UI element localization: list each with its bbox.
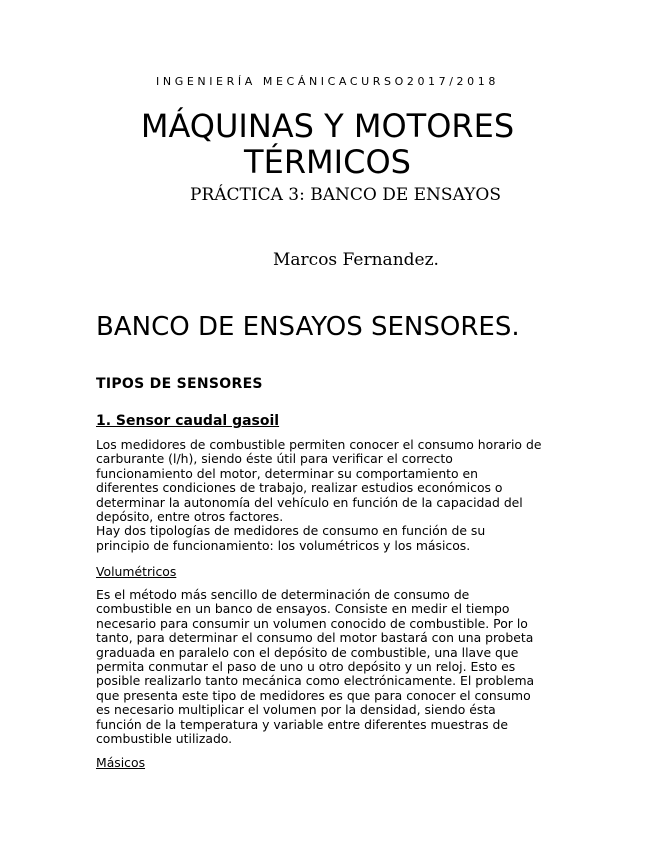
paragraph-line: depósito, entre otros factores. xyxy=(96,509,284,525)
paragraph-line: combustible utilizado. xyxy=(96,731,233,747)
paragraph-line: que presenta este tipo de medidores es que para conocer el consumo xyxy=(96,687,531,703)
author-name: Marcos Fernandez. xyxy=(273,250,439,270)
title-line-2: TÉRMICOS xyxy=(244,143,411,181)
paragraph-line: funcionamiento del motor, determinar su comportamiento en xyxy=(96,465,479,481)
document-subtitle: PRÁCTICA 3: BANCO DE ENSAYOS xyxy=(190,185,501,205)
paragraph-line: determinar la autonomía del vehículo en función de la capacidad del xyxy=(96,494,523,510)
paragraph-line: es necesario multiplicar el volumen por la densidad, siendo ésta xyxy=(96,702,496,718)
paragraph-line: Los medidores de combustible permiten conocer el consumo horario de xyxy=(96,437,542,452)
paragraph-line: función de la temperatura y variable entre diferentes muestras de xyxy=(96,716,508,732)
masicos-label: Másicos xyxy=(96,755,146,770)
course-header: INGENIERÍA MECÁNICACURSO2017/2018 xyxy=(156,75,499,88)
paragraph-line: permita conmutar el paso de uno u otro depósito y un reloj. Esto es xyxy=(96,659,516,675)
section-title: BANCO DE ENSAYOS SENSORES. xyxy=(96,312,520,342)
volumetricos-label: Volumétricos xyxy=(96,564,177,579)
document-title xyxy=(0,108,655,180)
sensor-heading: 1. Sensor caudal gasoil xyxy=(96,413,280,429)
types-heading: TIPOS DE SENSORES xyxy=(96,376,263,392)
paragraph-line: principio de funcionamiento: los volumétricos y los másicos. xyxy=(96,537,471,553)
intro-paragraph xyxy=(96,438,566,553)
paragraph-line: tanto, para determinar el consumo del motor bastará con una probeta xyxy=(96,630,534,646)
paragraph-line: posible realizarlo tanto mecánica como electrónicamente. El problema xyxy=(96,673,535,689)
paragraph-line: carburante (l/h), siendo éste útil para verificar el correcto xyxy=(96,451,453,467)
paragraph-line: graduada en paralelo con el depósito de combustible, una llave que xyxy=(96,644,519,660)
paragraph-line: combustible en un banco de ensayos. Consiste en medir el tiempo xyxy=(96,601,510,617)
paragraph-line: Hay dos tipologías de medidores de consumo en función de su xyxy=(96,523,486,539)
paragraph-line: necesario para consumir un volumen conocido de combustible. Por lo xyxy=(96,615,528,631)
volumetricos-paragraph xyxy=(96,588,566,746)
paragraph-line: diferentes condiciones de trabajo, realizar estudios económicos o xyxy=(96,480,503,496)
paragraph-line: Es el método más sencillo de determinación de consumo de xyxy=(96,587,470,602)
title-line-1: MÁQUINAS Y MOTORES xyxy=(140,107,515,145)
